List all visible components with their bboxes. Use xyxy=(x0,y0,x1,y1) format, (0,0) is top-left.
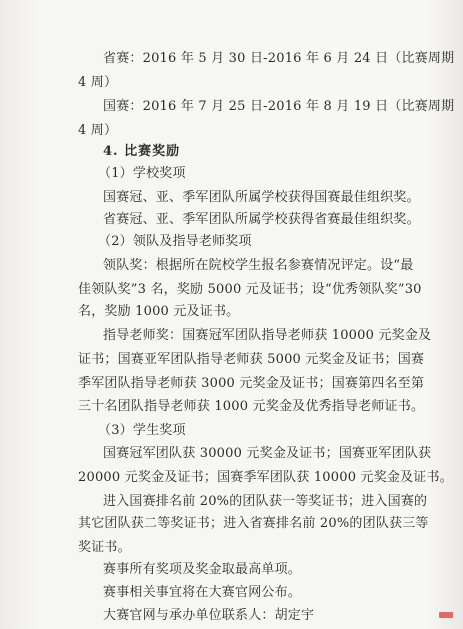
text-line-4: 4 周） xyxy=(78,123,118,138)
text-line-13: 指导老师奖：国赛冠军团队指导老师获 10000 元奖金及 xyxy=(103,328,432,343)
text-line-20: 进入国赛排名前 20%的团队获一等奖证书；进入国赛的 xyxy=(103,494,428,509)
text-line-18: 国赛冠军团队获 30000 元奖金及证书；国赛亚军团队获 xyxy=(103,446,432,461)
text-line-15: 季军团队指导老师获 3000 元奖金及证书；国赛第四名至第 xyxy=(78,376,425,391)
text-line-7: 国赛冠、亚、季军团队所属学校获得国赛最佳组织奖。 xyxy=(103,190,420,205)
text-line-3: 国赛：2016 年 7 月 25 日-2016 年 8 月 19 日（比赛周期 xyxy=(103,99,455,114)
text-line-2: 4 周） xyxy=(78,75,118,90)
text-line-12: 名，奖励 1000 元及证书。 xyxy=(78,304,240,319)
text-line-25: 大赛官网与承办单位联系人：胡定宇 xyxy=(103,608,315,623)
section-heading-awards: 4. 比赛奖励 xyxy=(103,144,181,159)
text-line-16: 三十名团队指导老师获 1000 元奖金及优秀指导老师证书。 xyxy=(78,399,425,414)
text-line-23: 赛事所有奖项及奖金取最高单项。 xyxy=(103,562,302,577)
text-line-8: 省赛冠、亚、季军团队所属学校获得省赛最佳组织奖。 xyxy=(103,212,420,227)
red-scan-mark-icon xyxy=(437,609,455,621)
text-line-10: 领队奖：根据所在院校学生报名参赛情况评定。设“最 xyxy=(103,258,414,273)
text-line-24: 赛事相关事宜将在大赛官网公布。 xyxy=(103,585,302,600)
text-line-19: 20000 元奖金及证书；国赛季军团队获 10000 元奖金及证书。 xyxy=(78,470,453,485)
subheading-school-awards: （1）学校奖项 xyxy=(98,166,186,181)
text-line-11: 佳领队奖”3 名，奖励 5000 元及证书；设“优秀领队奖”30 xyxy=(78,282,422,297)
subheading-student-awards: （3）学生奖项 xyxy=(98,423,186,438)
text-line-22: 奖证书。 xyxy=(78,540,131,555)
text-line-1: 省赛：2016 年 5 月 30 日-2016 年 6 月 24 日（比赛周期 xyxy=(103,51,455,66)
text-line-21: 其它团队获二等奖证书；进入省赛排名前 20%的团队获三等 xyxy=(78,516,429,531)
text-line-14: 证书；国赛亚军团队指导老师获 5000 元奖金及证书；国赛 xyxy=(78,352,425,367)
subheading-leader-awards: （2）领队及指导老师奖项 xyxy=(98,234,252,249)
